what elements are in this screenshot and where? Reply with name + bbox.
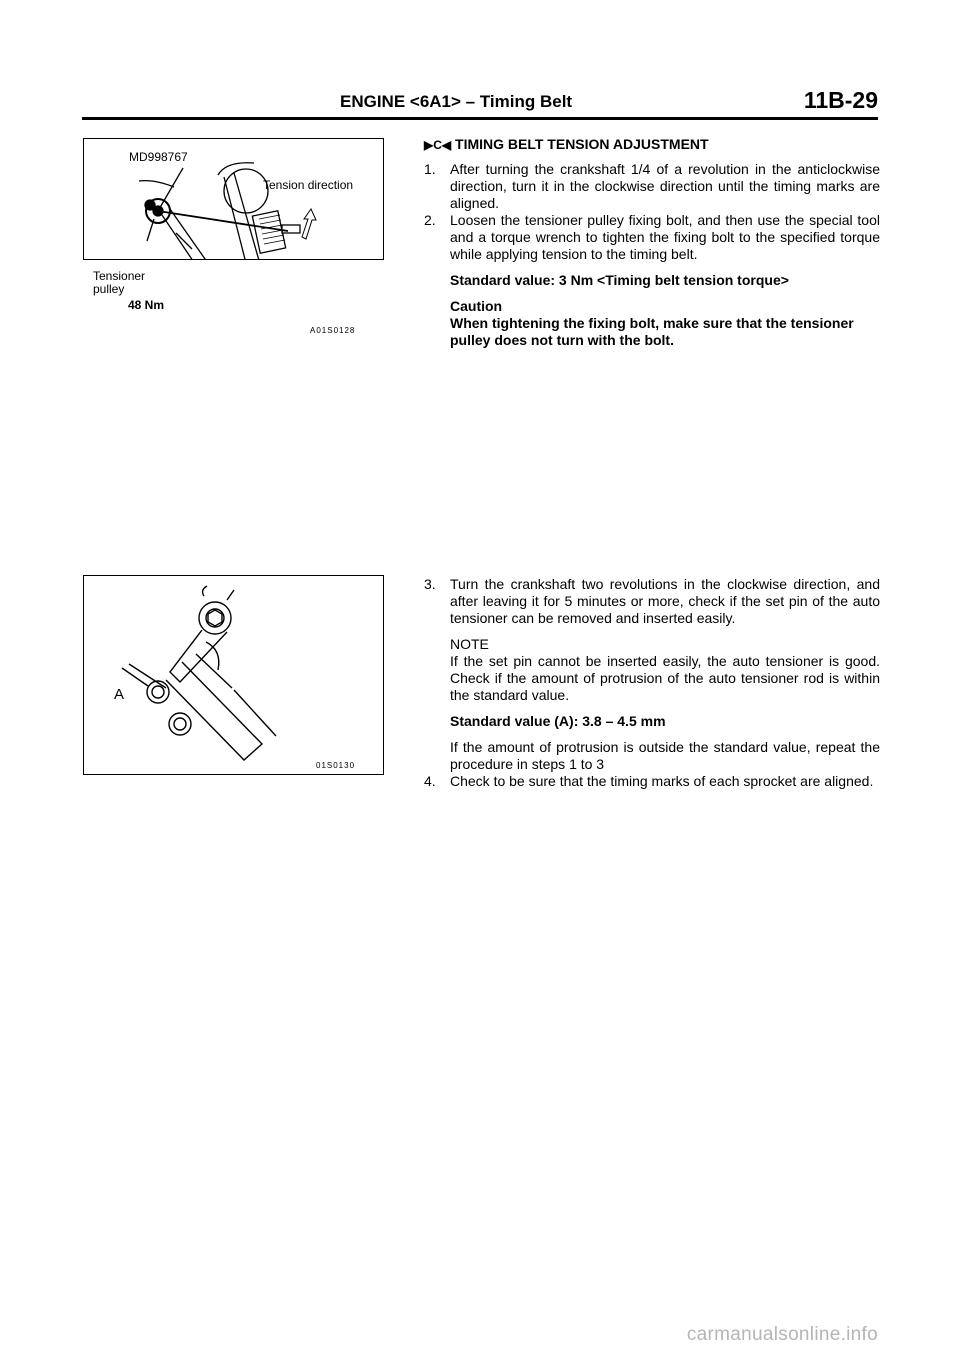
step-text: After turning the crankshaft 1/4 of a revolution in the anticlockwise direction, turn it in the clockwise direction until the timing marks are aligned.	[450, 161, 880, 211]
step-text: Turn the crankshaft two revolutions in the clockwise direction, and after leaving it for 5 minutes or more, check if the set pin of the auto tensioner can be removed and inserted easily.	[450, 576, 880, 626]
caution-title: Caution	[450, 298, 503, 314]
step-3	[424, 576, 880, 627]
section-heading-text: TIMING BELT TENSION ADJUSTMENT	[455, 136, 709, 152]
auto-tensioner-illustration	[84, 576, 383, 774]
figure-auto-tensioner	[83, 575, 384, 775]
tool-number-label: MD998767	[129, 150, 188, 164]
header-rule	[82, 117, 878, 120]
figure-code: 01S0130	[316, 761, 356, 770]
torque-label: 48 Nm	[128, 298, 165, 312]
step-number: 4.	[424, 773, 436, 789]
step-1	[424, 161, 880, 212]
heading-arrow-icon: ▶C◀	[424, 138, 452, 152]
step-number: 2.	[424, 212, 436, 228]
tension-direction-label: Tension direction	[263, 178, 354, 192]
step-4	[424, 773, 880, 790]
section-check-procedure	[424, 576, 880, 790]
note-text: If the set pin cannot be inserted easily, the auto tensioner is good. Check if the amount of protrusion of the auto tensioner rod is within the standard value.	[450, 653, 880, 703]
step-2	[424, 212, 880, 263]
step-text: Check to be sure that the timing marks of each sprocket are aligned.	[450, 773, 874, 789]
caution-text: When tightening the fixing bolt, make sure that the tensioner pulley does not turn with the bolt.	[450, 315, 854, 348]
step-number: 1.	[424, 161, 436, 177]
page-title: ENGINE <6A1> – Timing Belt	[340, 92, 573, 111]
section-heading	[424, 136, 880, 154]
step-number: 3.	[424, 576, 436, 592]
figure-code: A01S0128	[310, 326, 356, 335]
section-tension-adjustment	[424, 136, 880, 349]
tensioner-label-line1: Tensioner	[93, 269, 146, 283]
standard-value: Standard value: 3 Nm <Timing belt tension torque>	[450, 272, 789, 288]
page-code: 11B-29	[803, 87, 878, 113]
figure-belt-tension	[83, 138, 384, 335]
note-title: NOTE	[450, 636, 489, 652]
standard-value-a: Standard value (A): 3.8 – 4.5 mm	[450, 713, 666, 729]
step-text: Loosen the tensioner pulley fixing bolt, and then use the special tool and a torque wrench to tighten the fixing bolt to the specified torque while applying tension to the timing belt.	[450, 212, 880, 262]
repeat-text: If the amount of protrusion is outside the standard value, repeat the procedure in steps 1 to 3	[450, 739, 880, 772]
dimension-a-label: A	[114, 686, 125, 703]
tensioner-label-line2: pulley	[93, 282, 125, 296]
watermark: carmanualsonline.info	[686, 1324, 878, 1345]
